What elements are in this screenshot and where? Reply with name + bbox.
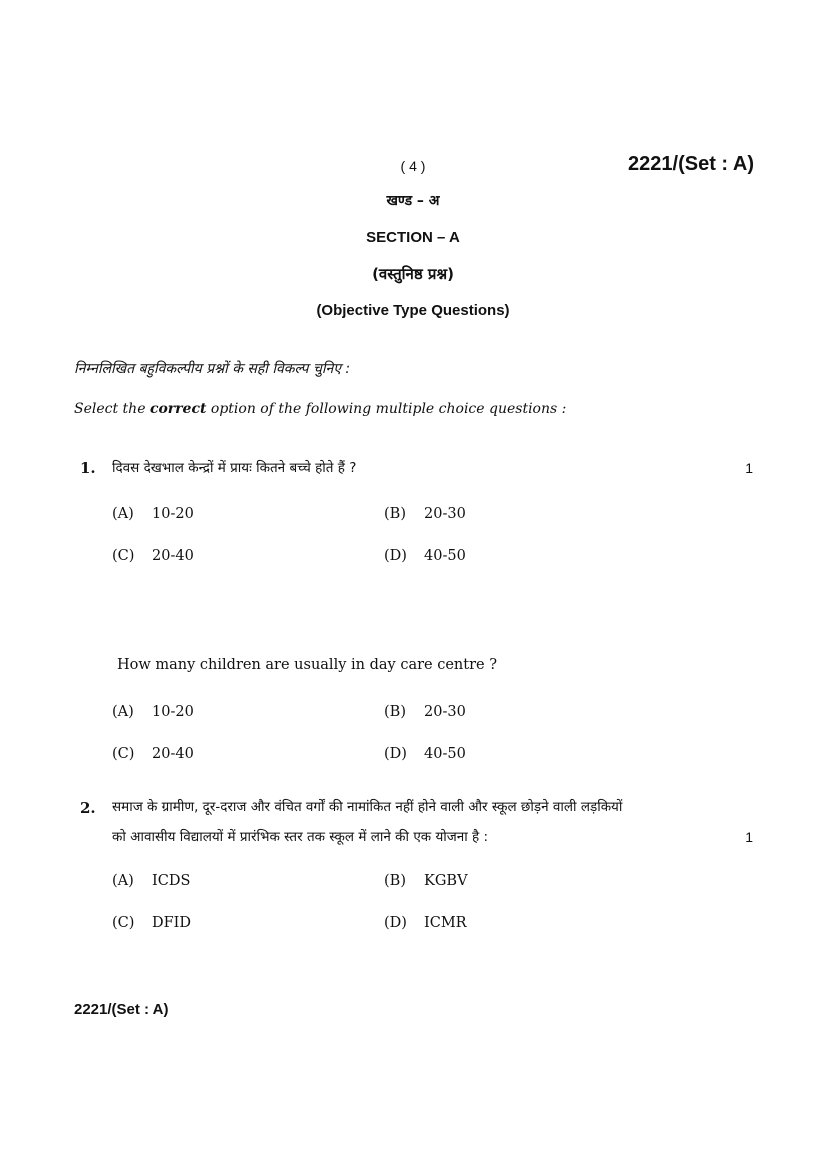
option-label: (A)	[112, 506, 134, 522]
option-label: (D)	[384, 746, 407, 762]
question-1-english-text: How many children are usually in day care centre ?	[117, 657, 497, 673]
paper-code-footer: 2221/(Set : A)	[74, 1001, 169, 1018]
instruction-english-suffix: option of the following multiple choice questions :	[206, 401, 567, 417]
question-2-option-c[interactable]	[112, 915, 191, 931]
option-value: 40-50	[424, 746, 466, 762]
question-1-marks: 1	[745, 460, 753, 476]
paper-code-header: 2221/(Set : A)	[628, 153, 754, 175]
option-label: (D)	[384, 548, 407, 564]
question-1-hindi-option-b[interactable]	[384, 506, 466, 522]
question-1-english-option-b[interactable]	[384, 704, 466, 720]
instruction-english	[74, 401, 566, 417]
option-value: 20-40	[152, 746, 194, 762]
question-2-hindi-text-line-1: समाज के ग्रामीण, दूर-दराज और वंचित वर्गों की नामांकित नहीं होने वाली और स्कूल छोड़ने वाली लड़कियों	[112, 799, 623, 815]
question-1-hindi-option-d[interactable]	[384, 548, 466, 564]
option-label: (C)	[112, 915, 135, 931]
question-1-english-option-c[interactable]	[112, 746, 194, 762]
option-label: (C)	[112, 746, 135, 762]
option-label: (A)	[112, 873, 134, 889]
question-2-option-d[interactable]	[384, 915, 467, 931]
option-value: DFID	[152, 915, 192, 931]
question-2-option-a[interactable]	[112, 873, 190, 889]
question-1-hindi-text: दिवस देखभाल केन्द्रों में प्रायः कितने बच्चे होते हैं ?	[112, 460, 357, 476]
question-1-hindi-option-a[interactable]	[112, 506, 194, 522]
page-number: ( 4 )	[400, 158, 426, 174]
option-label: (D)	[384, 915, 407, 931]
section-subtitle-hindi: (वस्तुनिष्ठ प्रश्न)	[372, 265, 454, 283]
question-1-english-option-d[interactable]	[384, 746, 466, 762]
question-1-english-option-a[interactable]	[112, 704, 194, 720]
question-2-number: 2.	[80, 799, 96, 817]
instruction-hindi: निम्नलिखित बहुविकल्पीय प्रश्नों के सही विकल्प चुनिए :	[74, 361, 351, 377]
option-label: (B)	[384, 506, 406, 522]
option-value: KGBV	[424, 873, 468, 889]
question-2-marks: 1	[745, 829, 753, 845]
option-value: 20-30	[424, 506, 466, 522]
question-2-hindi-text-line-2: को आवासीय विद्यालयों में प्रारंभिक स्तर तक स्कूल में लाने की एक योजना है :	[112, 829, 489, 845]
instruction-english-prefix: Select the	[74, 401, 150, 417]
option-value: 40-50	[424, 548, 466, 564]
section-subtitle-english: (Objective Type Questions)	[316, 302, 510, 319]
option-value: ICMR	[424, 915, 467, 931]
option-value: 20-30	[424, 704, 466, 720]
section-title-hindi: खण्ड – अ	[386, 193, 440, 209]
question-2-option-b[interactable]	[384, 873, 468, 889]
option-value: 10-20	[152, 506, 194, 522]
instruction-english-emphasis: correct	[149, 401, 207, 417]
option-value: 20-40	[152, 548, 194, 564]
option-label: (B)	[384, 873, 406, 889]
option-value: ICDS	[152, 873, 191, 889]
question-1-number: 1.	[80, 459, 96, 477]
question-1-hindi-option-c[interactable]	[112, 548, 194, 564]
option-label: (B)	[384, 704, 406, 720]
option-label: (A)	[112, 704, 134, 720]
option-value: 10-20	[152, 704, 194, 720]
section-title-english: SECTION – A	[366, 229, 460, 246]
option-label: (C)	[112, 548, 135, 564]
